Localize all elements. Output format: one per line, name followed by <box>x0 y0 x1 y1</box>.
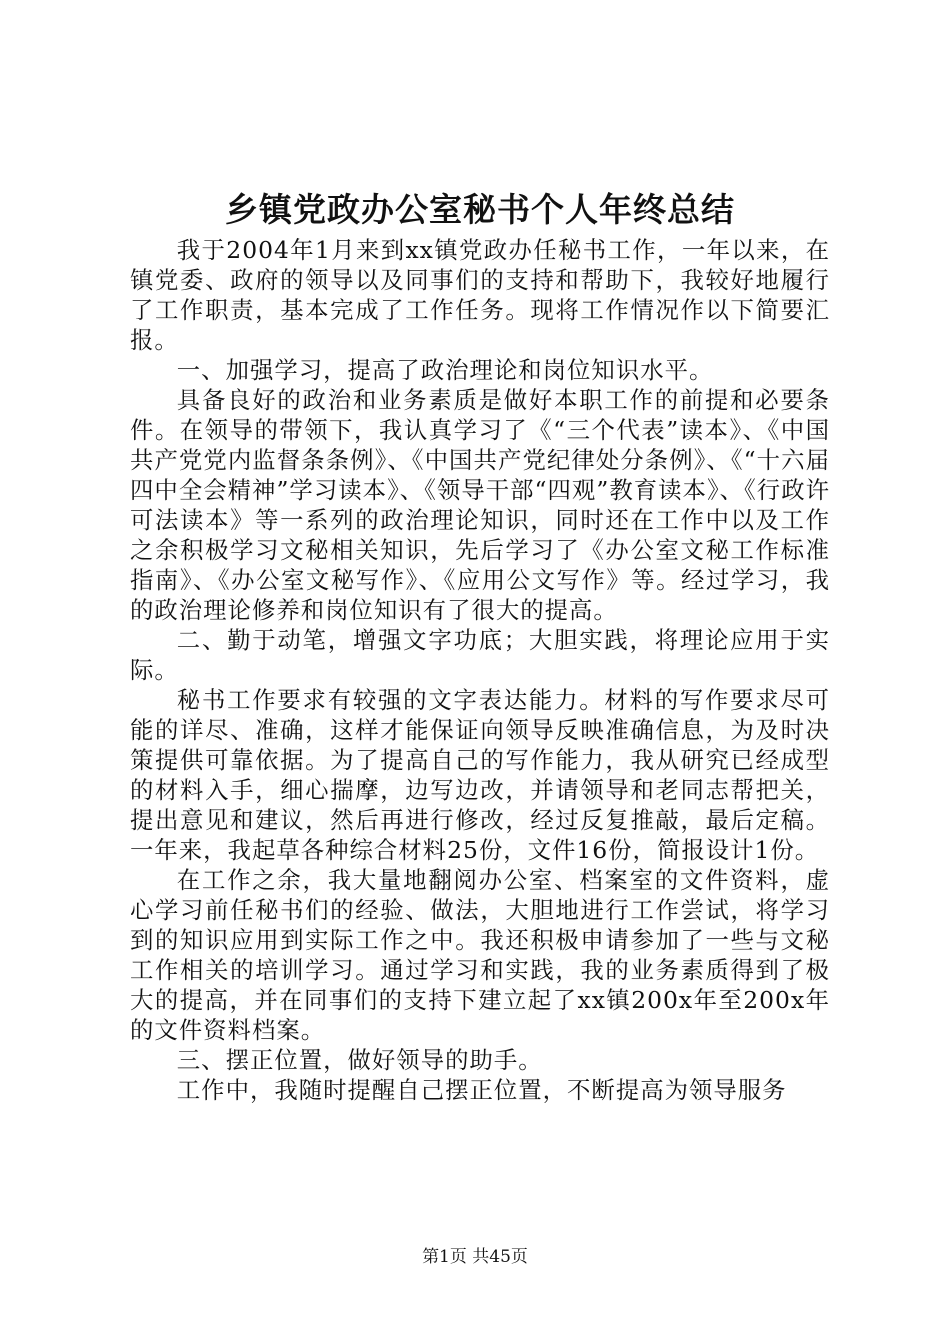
section-heading-3: 三、摆正位置，做好领导的助手。 <box>176 1046 543 1074</box>
paragraph-position: 工作中，我随时提醒自己摆正位置，不断提高为领导服务 <box>176 1076 787 1104</box>
section-heading-1: 一、加强学习，提高了政治理论和岗位知识水平。 <box>176 356 714 384</box>
page-number-footer: 第1页 共45页 <box>422 1247 528 1267</box>
paragraph-writing: 秘书工作要求有较强的文字表达能力。材料的写作要求尽可能的详尽、准确，这样才能保证向领导反映准确信息，为及时决策提供可靠依据。为了提高自己的写作能力，我从研究已经成型的材料入手，细心揣摩，边写边改，并请领导和老同志帮把关，提出意见和建议，然后再进行修改，经过反复推敲，最后定稿。一年来，我起草各种综合材料25份，文件16份，简报设计1份。 <box>130 686 830 864</box>
document-title: 乡镇党政办公室秘书个人年终总结 <box>225 190 735 229</box>
section-heading-2: 二、勤于动笔，增强文字功底；大胆实践，将理论应用于实际。 <box>130 626 830 684</box>
paragraph-intro: 我于2004年1月来到xx镇党政办任秘书工作，一年以来，在镇党委、政府的领导以及同事们的支持和帮助下，我较好地履行了工作职责，基本完成了工作任务。现将工作情况作以下简要汇报。 <box>130 236 830 354</box>
paragraph-practice: 在工作之余，我大量地翻阅办公室、档案室的文件资料，虚心学习前任秘书们的经验、做法，大胆地进行工作尝试，将学习到的知识应用到实际工作之中。我还积极申请参加了一些与文秘工作相关的培训学习。通过学习和实践，我的业务素质得到了极大的提高，并在同事们的支持下建立起了xx镇200x年至200x年的文件资料档案。 <box>130 866 830 1044</box>
paragraph-study: 具备良好的政治和业务素质是做好本职工作的前提和必要条件。在领导的带领下，我认真学习了《“三个代表”读本》、《中国共产党党内监督条条例》、《中国共产党纪律处分条例》、《“十六届四中全会精神”学习读本》、《领导干部“四观”教育读本》、《行政许可法读本》等一系列的政治理论知识，同时还在工作中以及工作之余积极学习文秘相关知识，先后学习了《办公室文秘工作标准指南》、《办公室文秘写作》、《应用公文写作》等。经过学习，我的政治理论修养和岗位知识有了很大的提高。 <box>130 386 830 624</box>
document-body <box>130 235 830 1105</box>
